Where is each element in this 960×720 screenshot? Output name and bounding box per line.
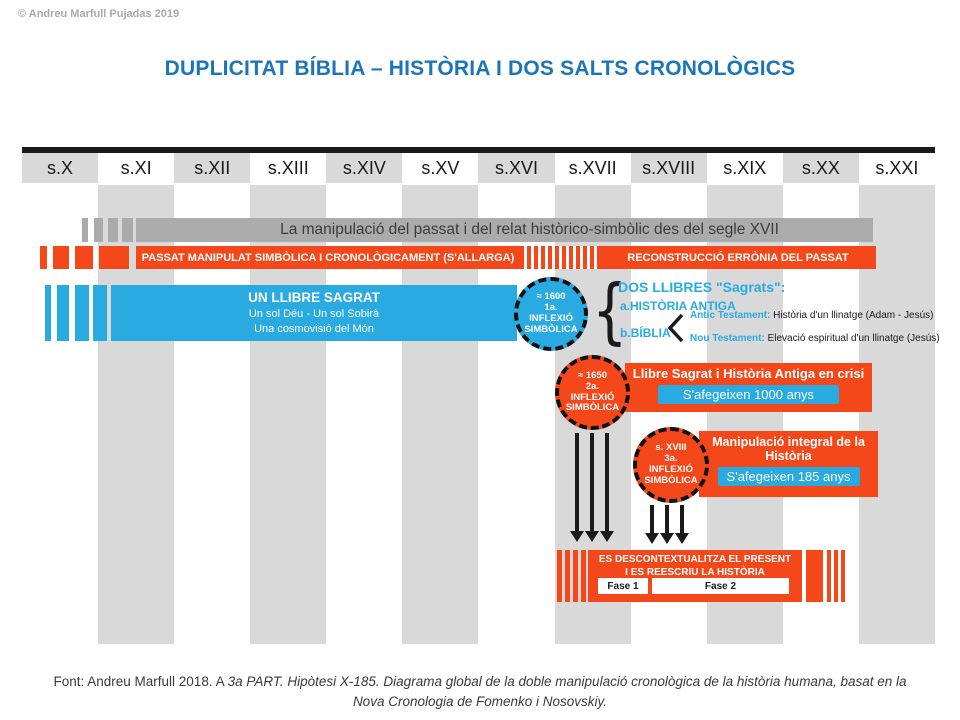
manipulation-box: [699, 431, 878, 497]
footer-line1: [0, 672, 960, 692]
century-header-row: [22, 153, 935, 183]
fork-angle-icon: [668, 313, 684, 343]
century-label: s.XIII: [267, 157, 309, 178]
present-line2: I ES REESCRIU LA HISTÒRIA: [625, 566, 765, 578]
circle-year: ≈ 1650: [578, 369, 607, 381]
circle-year: s. XVIII: [655, 442, 687, 454]
present-box-stripe: [581, 550, 586, 602]
blue-bar-dash: [93, 285, 107, 341]
biblia-item: b.BÍBLIA: [620, 326, 671, 340]
footer-italic-part2: Nova Cronologia de Fomenko i Nosovskiy.: [352, 694, 608, 710]
manipulation-badge: S'afegeixen 185 anys: [718, 467, 860, 486]
copyright-text: © Andreu Marfull Pujadas 2019: [18, 8, 180, 20]
gray-bar-label: La manipulació del passat i del relat històrico-simbòlic des del segle XVII: [280, 221, 779, 238]
historia-antiga-item: a.HISTÒRIA ANTIGA: [620, 299, 736, 313]
manipulation-title: Manipulació integral de la Història: [712, 435, 865, 464]
orange-bar-dash: [99, 246, 129, 269]
llibre-sagrat-bar: [111, 285, 517, 341]
present-box-stripe: [573, 550, 578, 602]
llibre-sagrat-line2: Una cosmovisió del Món: [254, 322, 374, 335]
down-arrow: [680, 505, 684, 533]
gray-bar-dash: [108, 218, 118, 242]
fase2-box: Fase 2: [652, 578, 789, 594]
circle-word2: SIMBÒLICA: [644, 474, 698, 486]
passat-manipulat-segment: [136, 246, 520, 269]
brace-glyph: {: [592, 269, 628, 353]
orange-bar-dash: [53, 246, 69, 269]
nou-testament-label: Nou Testament:: [690, 333, 765, 344]
antic-testament-label: Antic Testament:: [690, 310, 771, 321]
century-label: s.X: [22, 153, 98, 183]
footer-italic-part: 3a PART. Hipòtesi X-185. Diagrama global de la doble manipulació cronològica de la història humana, basat en la: [227, 674, 907, 689]
century-label: s.XI: [120, 157, 152, 178]
circle-word1: INFLEXIÓ: [529, 313, 573, 324]
present-box-stripe: [841, 550, 845, 602]
present-box: [588, 550, 802, 602]
century-label: s.XIV: [326, 153, 402, 183]
llibre-sagrat-line1: Un sol Déu - Un sol Sobirà: [248, 308, 380, 321]
circle-year: ≈ 1600: [536, 291, 566, 303]
circle-ordinal: 3a.: [664, 453, 678, 465]
crisis-badge: S'afegeixen 1000 anys: [658, 385, 839, 404]
gray-bar-dash: [122, 218, 133, 242]
present-line1: ES DESCONTEXTUALITZA EL PRESENT: [598, 554, 792, 565]
gray-bar-dash: [82, 218, 88, 242]
down-arrow: [590, 433, 594, 531]
passat-manipulat-label: PASSAT MANIPULAT SIMBÒLICA I CRONOLÒGICAMENT (S'ALLARGA): [141, 251, 515, 264]
circle-ordinal: 2a.: [585, 380, 600, 392]
nou-testament-text: Elevació espiritual d'un llinatge (Jesús): [764, 333, 940, 344]
orange-bar-dash: [75, 246, 93, 269]
century-label: s.XV: [421, 157, 460, 178]
present-box-stripe: [565, 550, 570, 602]
manipulated-past-bar: [136, 246, 876, 269]
century-label: s.XXI: [875, 157, 919, 178]
manipulation-gray-bar: [136, 218, 873, 242]
present-box-stripe: [834, 550, 838, 602]
circle-word1: INFLEXIÓ: [570, 391, 615, 403]
present-box-stripe: [806, 550, 823, 602]
transition-stripes: [520, 246, 600, 269]
century-label: s.XVIII: [631, 153, 707, 183]
down-arrow: [650, 505, 654, 533]
down-arrow: [575, 433, 579, 531]
footer-prefix: Font: Andreu Marfull 2018. A: [53, 674, 228, 689]
present-box-stripe: [557, 550, 562, 602]
down-arrow: [665, 505, 669, 533]
circle-ordinal: 1a.: [544, 302, 558, 314]
century-label: s.XIX: [723, 157, 767, 178]
reconstruccio-segment: [600, 246, 876, 269]
reconstruccio-label: RECONSTRUCCIÓ ERRÒNIA DEL PASSAT: [627, 251, 849, 264]
inflection-circle-xviii: [633, 427, 709, 503]
dos-llibres-heading: DOS LLIBRES "Sagrats":: [618, 279, 786, 295]
blue-bar-dash: [45, 285, 51, 341]
inflection-circle-1650: [555, 355, 630, 430]
blue-bar-dash: [75, 285, 89, 341]
century-label: s.XX: [783, 153, 859, 183]
gray-bar-dash: [94, 218, 103, 242]
circle-word1: INFLEXIÓ: [649, 464, 693, 475]
nou-testament-line: [690, 333, 940, 344]
orange-bar-dash: [40, 246, 47, 269]
century-label: s.XVII: [568, 157, 617, 178]
circle-word2: SIMBÒLICA: [565, 402, 620, 414]
antic-testament-line: [690, 310, 933, 321]
crisis-title: Llibre Sagrat i Història Antiga en crisi: [632, 366, 865, 381]
footer-citation: [0, 672, 960, 713]
century-label: s.XII: [174, 153, 250, 183]
present-box-stripe: [827, 550, 831, 602]
fase1-box: Fase 1: [598, 578, 648, 594]
antic-testament-text: Història d'un llinatge (Adam - Jesús): [770, 310, 934, 321]
inflection-circle-1600: [514, 277, 588, 351]
century-label: s.XVI: [478, 153, 554, 183]
llibre-sagrat-title: UN LLIBRE SAGRAT: [248, 290, 380, 306]
circle-word2: SIMBÒLICA: [524, 323, 578, 335]
blue-bar-dash: [57, 285, 69, 341]
footer-line2: [0, 692, 960, 712]
crisis-box: [625, 363, 872, 412]
timeline-diagram: [22, 147, 940, 644]
page-title: DUPLICITAT BÍBLIA – HISTÒRIA I DOS SALTS CRONOLÒGICS: [164, 57, 796, 80]
down-arrow: [605, 433, 609, 531]
